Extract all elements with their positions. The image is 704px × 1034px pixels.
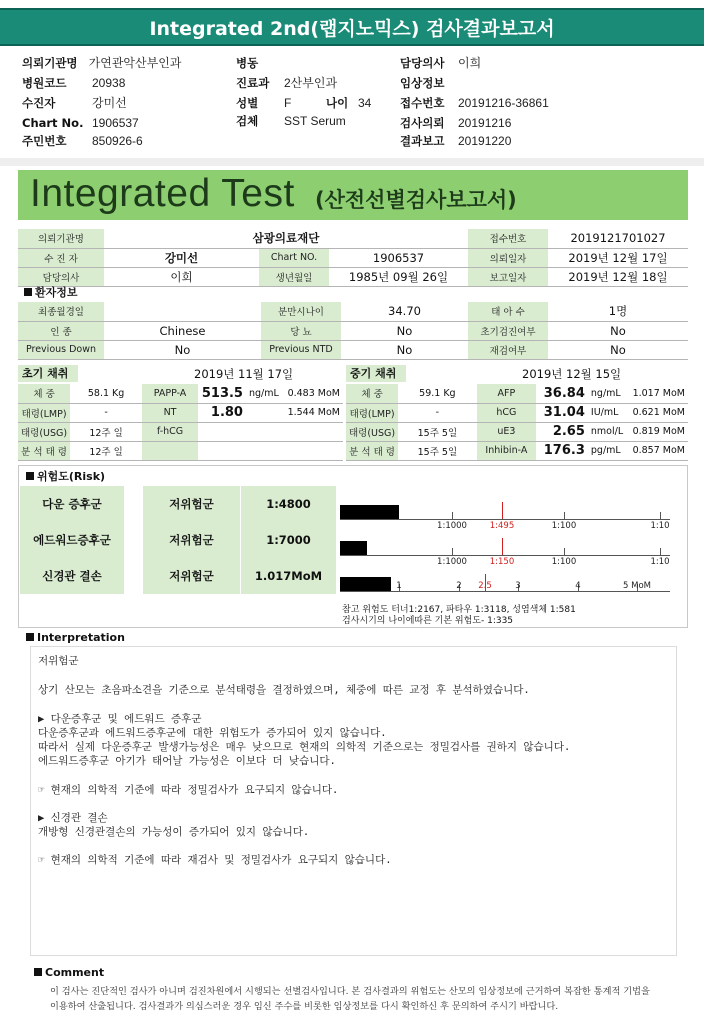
marker-label: AFP bbox=[477, 384, 536, 403]
inst-label: 의뢰기관명 bbox=[22, 56, 78, 70]
risk-scale-label: 1:100 bbox=[551, 557, 577, 567]
marker-mom: 0.819 MoM bbox=[626, 422, 688, 441]
comment-line: 이용하여 산출됩니다. 검사결과가 의심스러운 경우 임신 주수를 비롯한 임상정보를 다시 확인하신 후 문의하여 주시기 바랍니다. bbox=[50, 1001, 559, 1012]
age-value: 34 bbox=[358, 96, 372, 110]
square-bullet-icon bbox=[26, 633, 34, 641]
table-row bbox=[18, 302, 688, 321]
marker-unit bbox=[246, 422, 282, 441]
section-divider bbox=[0, 158, 704, 166]
label: 태령(USG) bbox=[18, 422, 70, 441]
risk-scale-tick bbox=[452, 512, 453, 519]
hosp-code-label: 병원코드 bbox=[22, 76, 67, 90]
doctor-value: 이희 bbox=[104, 267, 259, 286]
report-date-value: 2019년 12월 18일 bbox=[548, 267, 688, 286]
second-sample-date: 2019년 12월 15일 bbox=[522, 367, 622, 381]
table-row bbox=[346, 441, 688, 460]
marker-value: 31.04 bbox=[536, 403, 588, 422]
value: 12주 일 bbox=[70, 441, 142, 460]
first-sample-table bbox=[18, 384, 343, 461]
risk-bar bbox=[340, 505, 399, 519]
marker-label: PAPP-A bbox=[142, 384, 198, 403]
chart-label: Chart NO. bbox=[259, 248, 329, 267]
risk-scale-tick bbox=[502, 502, 503, 519]
marker-value: 513.5 bbox=[198, 384, 246, 403]
marker-value bbox=[198, 422, 246, 441]
patient-label: 수진자 bbox=[22, 96, 56, 110]
marker-mom: 0.857 MoM bbox=[626, 441, 688, 460]
marker-mom bbox=[282, 422, 343, 441]
rrn-value: 850926-6 bbox=[92, 134, 143, 148]
delivery-age-value: 34.70 bbox=[341, 302, 468, 321]
accession-value: 20191216-36861 bbox=[458, 96, 549, 110]
comment-heading: Comment bbox=[34, 966, 104, 979]
request-date-label: 의뢰일자 bbox=[468, 248, 548, 267]
value: 59.1 Kg bbox=[398, 384, 477, 403]
value: - bbox=[398, 403, 477, 422]
risk-name: 에드워드증후군 bbox=[20, 522, 124, 558]
label: 체 중 bbox=[346, 384, 398, 403]
prev-down-value: No bbox=[104, 340, 261, 359]
retest-value: No bbox=[548, 340, 688, 359]
dept-label: 진료과 bbox=[236, 76, 270, 90]
dept-value: 2산부인과 bbox=[284, 76, 338, 90]
specimen-label: 검체 bbox=[236, 114, 259, 128]
chart-value: 1906537 bbox=[92, 116, 139, 130]
risk-scale-label: 1:100 bbox=[551, 521, 577, 531]
diabetes-label: 당 뇨 bbox=[261, 321, 341, 340]
risk-scale-label: 2 bbox=[456, 581, 462, 591]
sex-label: 성별 bbox=[236, 96, 259, 110]
risk-scale-tick bbox=[564, 512, 565, 519]
square-bullet-icon bbox=[26, 472, 34, 480]
interpretation-line: 상기 산모는 초음파소견을 기준으로 분석태령을 결정하였으며, 체중에 따른 교정 후 분석하였습니다. bbox=[38, 684, 530, 696]
risk-scale-label: 1:150 bbox=[489, 557, 515, 567]
value: 15주 5일 bbox=[398, 441, 477, 460]
lmp-value bbox=[104, 302, 261, 321]
risk-scale-label: 1:1000 bbox=[437, 557, 467, 567]
marker-label bbox=[142, 441, 198, 460]
accession-label: 접수번호 bbox=[400, 96, 445, 110]
risk-scale-tick bbox=[564, 548, 565, 555]
risk-value: 1:4800 bbox=[241, 486, 336, 522]
marker-unit: ng/mL bbox=[246, 384, 282, 403]
marker-unit: IU/mL bbox=[588, 403, 626, 422]
table-row bbox=[18, 384, 343, 403]
report-title-bar bbox=[18, 170, 688, 220]
report-date-label: 결과보고 bbox=[400, 134, 445, 148]
marker-label: NT bbox=[142, 403, 198, 422]
risk-scale-label: 1 bbox=[396, 581, 402, 591]
accession-value: 2019121701027 bbox=[548, 229, 688, 248]
retest-label: 재검여부 bbox=[468, 340, 548, 359]
age-label: 나이 bbox=[326, 96, 349, 110]
inst-value: 삼광의료재단 bbox=[104, 229, 468, 248]
value: 58.1 Kg bbox=[70, 384, 142, 403]
marker-value: 176.3 bbox=[536, 441, 588, 460]
square-bullet-icon bbox=[34, 968, 42, 976]
risk-scale-label: 3 bbox=[515, 581, 521, 591]
request-value: 20191216 bbox=[458, 116, 512, 130]
fetus-count-label: 태 아 수 bbox=[468, 302, 548, 321]
request-label: 검사의뢰 bbox=[400, 116, 445, 130]
interpretation-line: ▶ 신경관 결손 bbox=[38, 812, 108, 824]
square-bullet-icon bbox=[24, 288, 32, 296]
risk-scale-label: 2.5 bbox=[478, 581, 492, 591]
risk-level: 저위험군 bbox=[143, 558, 240, 594]
report-title: Integrated Test bbox=[30, 172, 295, 215]
table-row bbox=[18, 340, 688, 359]
value: 15주 5일 bbox=[398, 422, 477, 441]
risk-level: 저위험군 bbox=[143, 522, 240, 558]
birth-label: 생년월일 bbox=[259, 267, 329, 286]
marker-label: hCG bbox=[477, 403, 536, 422]
interpretation-line: 개방형 신경관결손의 가능성이 증가되어 있지 않습니다. bbox=[38, 826, 310, 838]
risk-level: 저위험군 bbox=[143, 486, 240, 522]
doctor-label: 담당의사 bbox=[400, 56, 445, 70]
label: 태령(LMP) bbox=[346, 403, 398, 422]
report-date-label: 보고일자 bbox=[468, 267, 548, 286]
label: 분 석 태 령 bbox=[18, 441, 70, 460]
lmp-label: 최종월경일 bbox=[18, 302, 104, 321]
interpretation-line: 다운증후군과 에드워드증후군에 대한 위험도가 증가되어 있지 않습니다. bbox=[38, 727, 387, 739]
interpretation-line: ▶ 다운증후군 및 에드워드 증후군 bbox=[38, 713, 202, 725]
risk-value: 1:7000 bbox=[241, 522, 336, 558]
risk-scale-label: 1:1000 bbox=[437, 521, 467, 531]
risk-scale-line bbox=[340, 591, 670, 592]
request-info bbox=[0, 52, 704, 152]
fetus-count-value: 1명 bbox=[548, 302, 688, 321]
interpretation-line: ☞ 현재의 의학적 기준에 따라 재검사 및 정밀검사가 요구되지 않습니다. bbox=[38, 854, 392, 866]
inst-value: 가연관악산부인과 bbox=[88, 56, 182, 70]
interpretation-line: 따라서 실제 다운증후군 발생가능성은 매우 낮으므로 현재의 의학적 기준으로는 정밀검사를 권하지 않습니다. bbox=[38, 741, 571, 753]
second-sample-table bbox=[346, 384, 688, 461]
marker-value: 36.84 bbox=[536, 384, 588, 403]
patient-info-heading: 환자정보 bbox=[24, 285, 78, 301]
patient-label: 수 진 자 bbox=[18, 248, 104, 267]
marker-value: 2.65 bbox=[536, 422, 588, 441]
marker-mom: 1.544 MoM bbox=[282, 403, 343, 422]
table-row bbox=[18, 321, 688, 340]
doctor-value: 이희 bbox=[458, 56, 482, 70]
diabetes-value: No bbox=[341, 321, 468, 340]
first-screen-label: 초기검진여부 bbox=[468, 321, 548, 340]
table-row bbox=[18, 267, 688, 286]
risk-scale-tick bbox=[660, 512, 661, 519]
chart-value: 1906537 bbox=[329, 248, 468, 267]
marker-unit bbox=[246, 441, 282, 460]
interpretation-line: 저위험군 bbox=[38, 655, 79, 667]
risk-scale-tick bbox=[660, 548, 661, 555]
table-row bbox=[18, 422, 343, 441]
report-banner-title: Integrated 2nd(랩지노믹스) 검사결과보고서 bbox=[0, 8, 704, 46]
marker-mom: 0.621 MoM bbox=[626, 403, 688, 422]
marker-unit: pg/mL bbox=[588, 441, 626, 460]
marker-label: f-hCG bbox=[142, 422, 198, 441]
marker-mom: 1.017 MoM bbox=[626, 384, 688, 403]
race-label: 인 종 bbox=[18, 321, 104, 340]
chart-label: Chart No. bbox=[22, 116, 84, 130]
report-subtitle: (산전선별검사보고서) bbox=[315, 188, 517, 212]
label: 분 석 태 령 bbox=[346, 441, 398, 460]
inst-label: 의뢰기관명 bbox=[18, 229, 104, 248]
interpretation-line: ☞ 현재의 의학적 기준에 따라 정밀검사가 요구되지 않습니다. bbox=[38, 784, 339, 796]
prev-ntd-label: Previous NTD bbox=[261, 340, 341, 359]
marker-value bbox=[198, 441, 246, 460]
accession-label: 접수번호 bbox=[468, 229, 548, 248]
interpretation-heading: Interpretation bbox=[26, 631, 125, 644]
patient-value: 강미선 bbox=[104, 248, 259, 267]
clinical-label: 임상정보 bbox=[400, 76, 445, 90]
comment-line: 이 검사는 진단적인 검사가 아니며 검진차원에서 시행되는 선별검사입니다. 본 검사결과의 위험도는 산모의 임상정보에 근거하여 복잡한 통계적 기법을 bbox=[50, 986, 650, 997]
marker-label: Inhibin-A bbox=[477, 441, 536, 460]
risk-scale-label: 1:10 bbox=[650, 521, 670, 531]
value: 12주 일 bbox=[70, 422, 142, 441]
marker-value: 1.80 bbox=[198, 403, 246, 422]
risk-scale-label: 1:495 bbox=[489, 521, 515, 531]
report-date-value: 20191220 bbox=[458, 134, 512, 148]
marker-label: uE3 bbox=[477, 422, 536, 441]
specimen-value: SST Serum bbox=[284, 114, 346, 128]
patient-info-table bbox=[18, 302, 688, 360]
risk-name: 다운 증후군 bbox=[20, 486, 124, 522]
risk-bar bbox=[340, 541, 367, 555]
prev-down-label: Previous Down bbox=[18, 340, 104, 359]
risk-name: 신경관 결손 bbox=[20, 558, 124, 594]
marker-unit bbox=[246, 403, 282, 422]
delivery-age-label: 분만시나이 bbox=[261, 302, 341, 321]
label: 태령(LMP) bbox=[18, 403, 70, 422]
table-row bbox=[346, 422, 688, 441]
risk-scale-label: 4 bbox=[575, 581, 581, 591]
label: 태령(USG) bbox=[346, 422, 398, 441]
marker-unit: nmol/L bbox=[588, 422, 626, 441]
risk-scale-label: 5 MoM bbox=[623, 581, 651, 591]
first-sample-date: 2019년 11월 17일 bbox=[194, 367, 294, 381]
risk-scale-tick bbox=[502, 538, 503, 555]
risk-scale-line bbox=[340, 519, 670, 520]
doctor-label: 담당의사 bbox=[18, 267, 104, 286]
marker-unit: ng/mL bbox=[588, 384, 626, 403]
table-row bbox=[346, 403, 688, 422]
baseline-risk-note: 검사시기의 나이에따른 기본 위험도- 1:335 bbox=[342, 616, 514, 626]
label: 체 중 bbox=[18, 384, 70, 403]
value: - bbox=[70, 403, 142, 422]
table-row bbox=[346, 384, 688, 403]
reference-risk-note: 참고 위험도 터너1:2167, 파타우 1:3118, 성염색체 1:581 bbox=[342, 605, 576, 615]
table-row bbox=[18, 403, 343, 422]
race-value: Chinese bbox=[104, 321, 261, 340]
risk-scale-line bbox=[340, 555, 670, 556]
table-row bbox=[18, 248, 688, 267]
request-date-value: 2019년 12월 17일 bbox=[548, 248, 688, 267]
sex-value: F bbox=[284, 96, 292, 110]
ward-label: 병동 bbox=[236, 56, 259, 70]
risk-heading: 위험도(Risk) bbox=[26, 468, 105, 484]
first-screen-value: No bbox=[548, 321, 688, 340]
prev-ntd-value: No bbox=[341, 340, 468, 359]
marker-mom bbox=[282, 441, 343, 460]
table-row bbox=[18, 441, 343, 460]
marker-mom: 0.483 MoM bbox=[282, 384, 343, 403]
table-row bbox=[18, 229, 688, 248]
report-header-table bbox=[18, 229, 688, 287]
interpretation-line: 에드워드증후군 아기가 태어날 가능성은 이보다 더 낮습니다. bbox=[38, 755, 336, 767]
risk-value: 1.017MoM bbox=[241, 558, 336, 594]
second-sample-heading: 중기 채취 bbox=[346, 365, 406, 382]
hosp-code-value: 20938 bbox=[92, 76, 126, 90]
risk-scale-label: 1:10 bbox=[650, 557, 670, 567]
patient-value: 강미선 bbox=[92, 96, 127, 110]
first-sample-heading: 초기 채취 bbox=[18, 365, 78, 382]
rrn-label: 주민번호 bbox=[22, 134, 67, 148]
birth-value: 1985년 09월 26일 bbox=[329, 267, 468, 286]
risk-scale-tick bbox=[452, 548, 453, 555]
